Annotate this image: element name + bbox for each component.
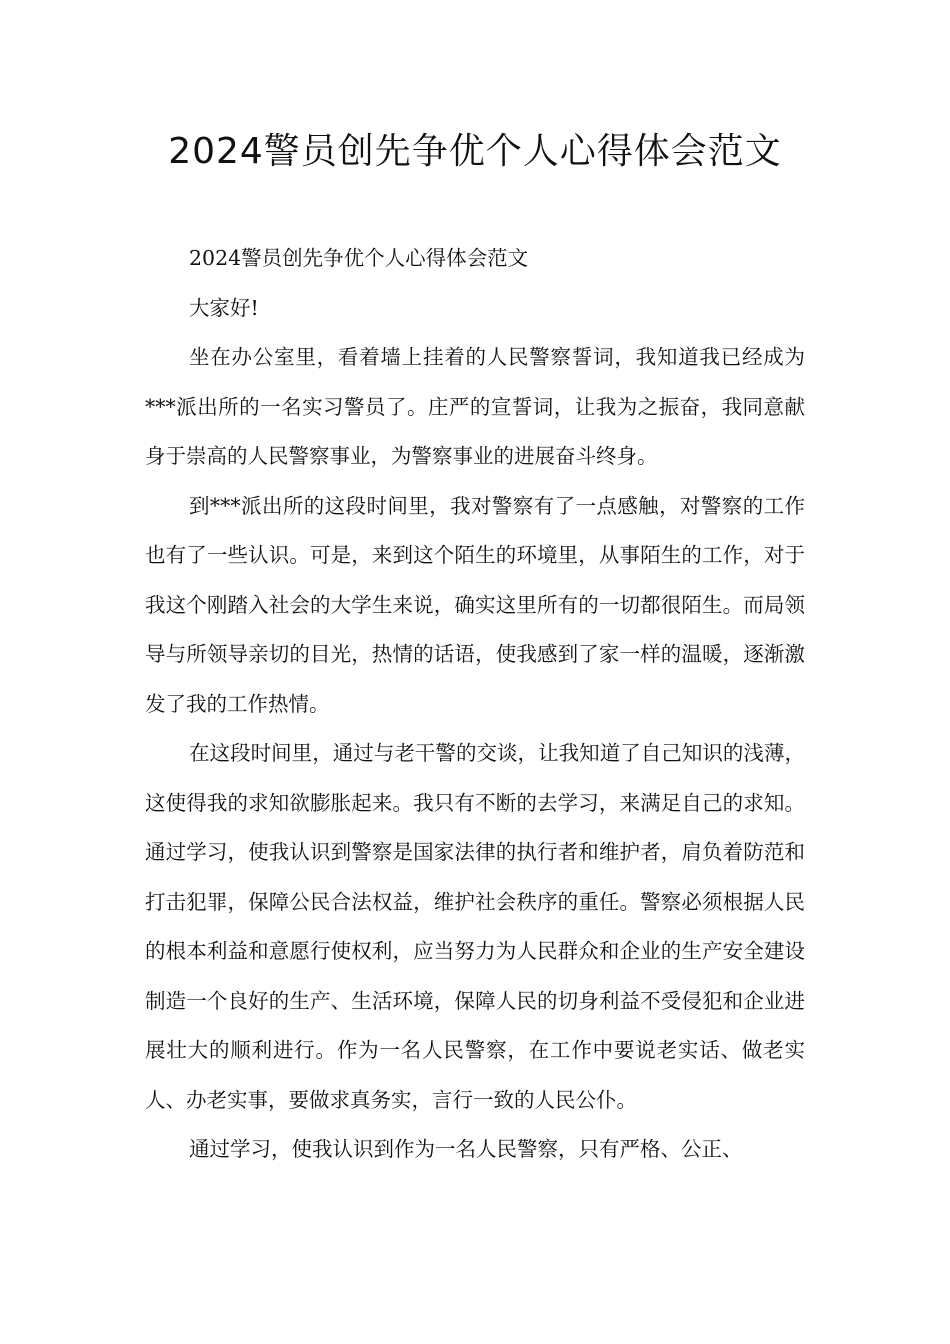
paragraph-2: 到***派出所的这段时间里，我对警察有了一点感触，对警察的工作也有了一些认识。可是，来到这个陌生的环境里，从事陌生的工作，对于我这个刚踏入社会的大学生来说，确实这里所有的一切都很陌生。而局领导与所领导亲切的目光，热情的话语，使我感到了家一样的温暖，逐渐激发了我的工作热情。 [145,493,805,716]
paragraph-subtitle: 2024警员创先争优个人心得体会范文 [189,246,529,270]
paragraph-4: 通过学习，使我认识到作为一名人民警察，只有严格、公正、 [189,1137,743,1161]
paragraph-greeting: 大家好! [189,295,259,320]
document-title: 2024警员创先争优个人心得体会范文 [168,131,782,172]
paragraph-1: 坐在办公室里，看着墙上挂着的人民警察誓词，我知道我已经成为***派出所的一名实习警员了。庄严的宣誓词，让我为之振奋，我同意献身于崇高的人民警察事业，为警察事业的进展奋斗终身。 [145,345,805,468]
document-body [145,234,805,1175]
paragraph-3: 在这段时间里，通过与老干警的交谈，让我知道了自己知识的浅薄，这使得我的求知欲膨胀起来。我只有不断的去学习，来满足自己的求知。通过学习，使我认识到警察是国家法律的执行者和维护者，肩负着防范和打击犯罪，保障公民合法权益，维护社会秩序的重任。警察必须根据人民的根本利益和意愿行使权利，应当努力为人民群众和企业的生产安全建设制造一个良好的生产、生活环境，保障人民的切身利益不受侵犯和企业进展壮大的顺利进行。作为一名人民警察，在工作中要说老实话、做老实人、办老实事，要做求真务实，言行一致的人民公仆。 [145,741,805,1112]
